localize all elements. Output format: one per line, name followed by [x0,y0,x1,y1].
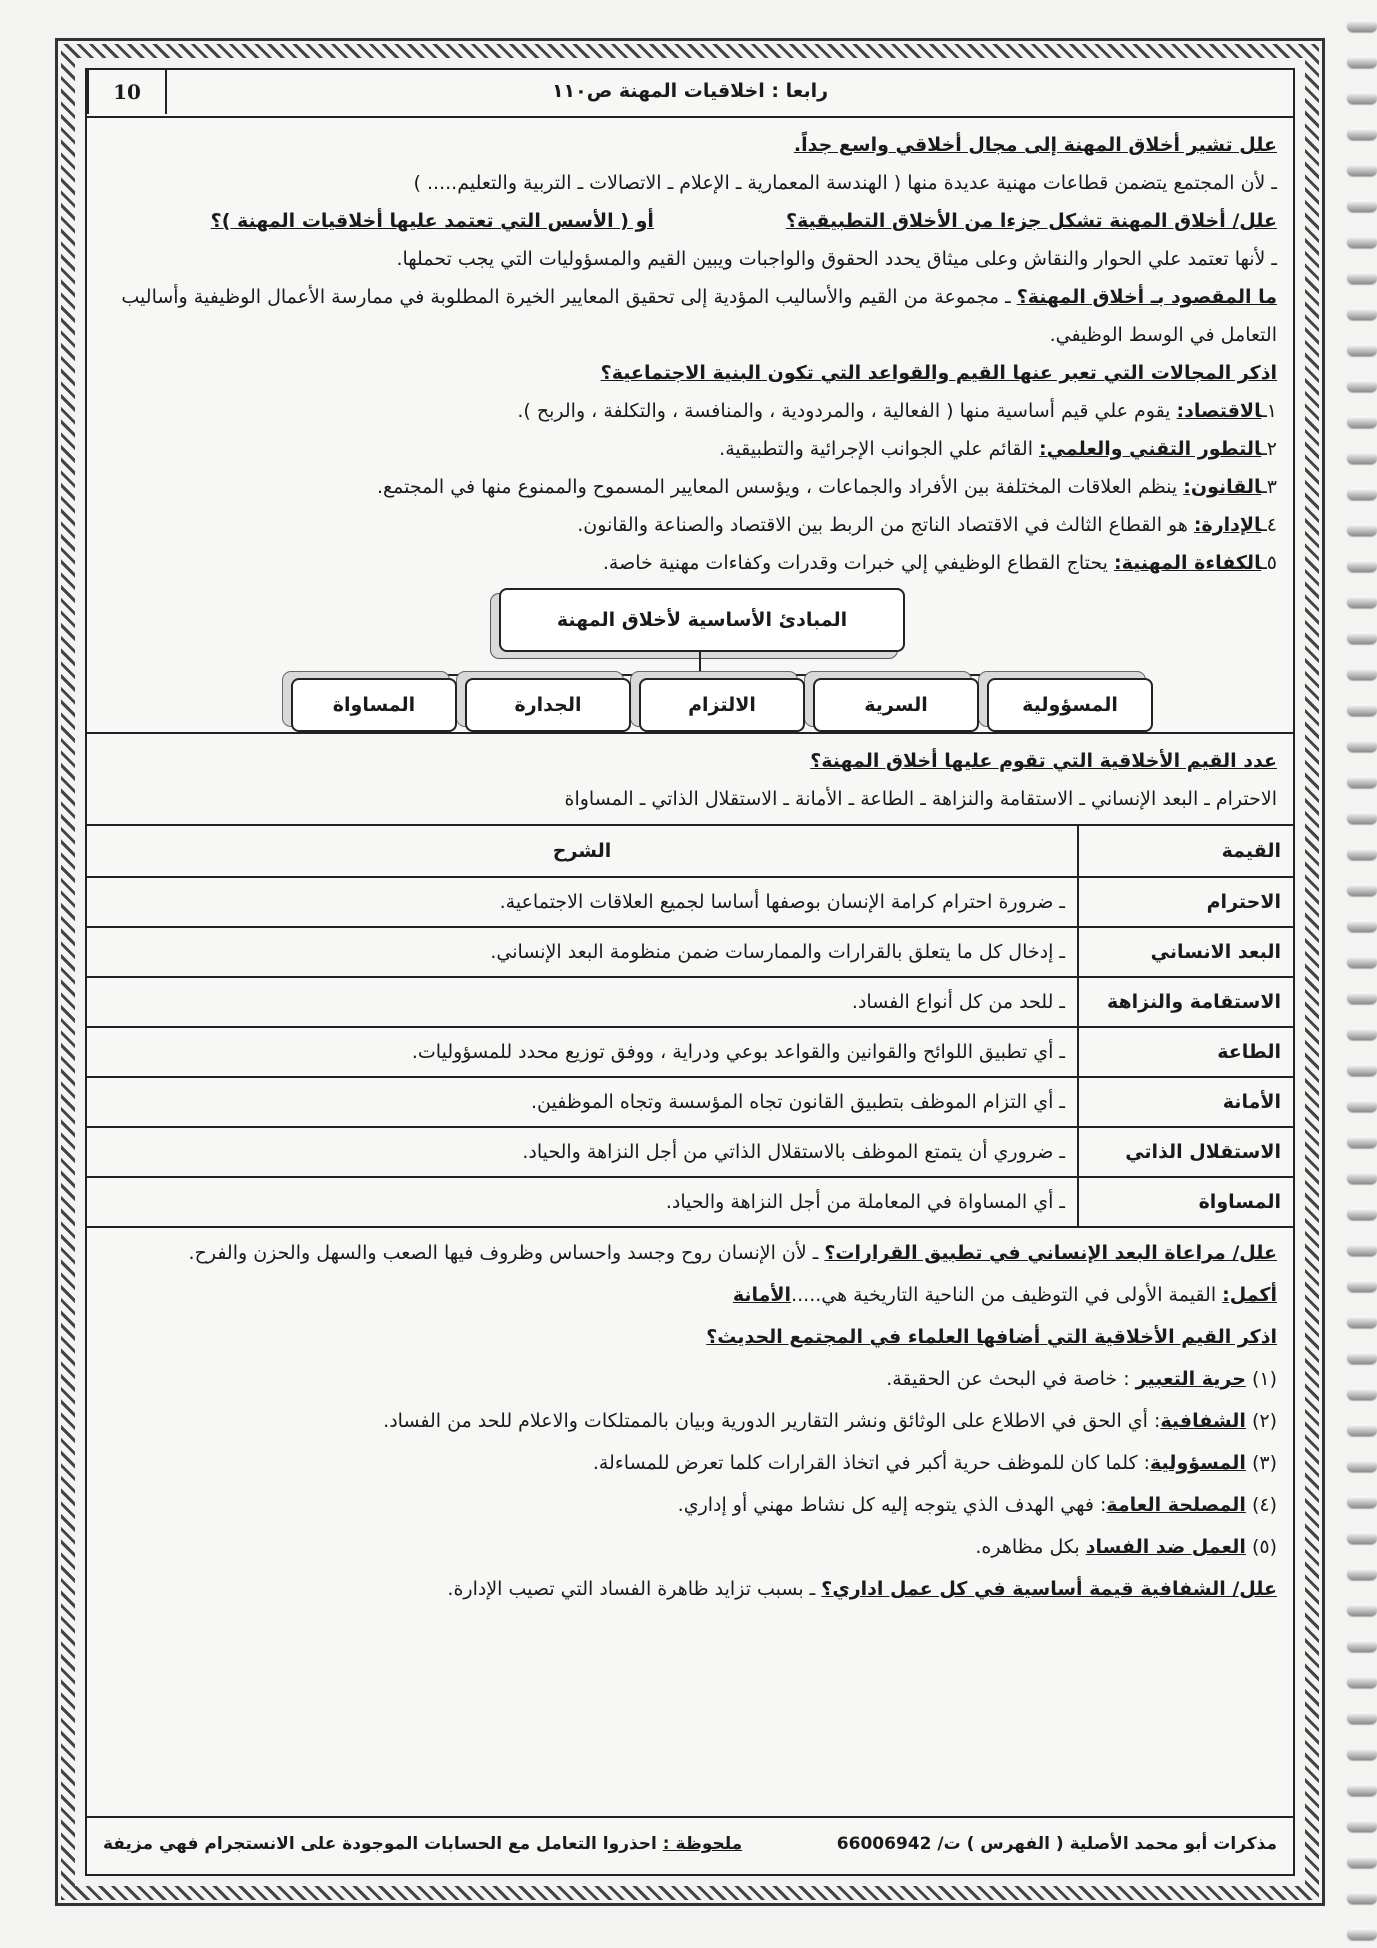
text-span: (١) [1251,1368,1277,1390]
text-span: بكل مظاهره. [975,1536,1086,1558]
diagram-leaf: الالتزام [639,678,805,732]
spiral-ring [1347,272,1377,284]
content-box [85,68,1295,1876]
answer-2: ـ لأنها تعتمد علي الحوار والنقاش وعلى ميثاق يحدد الحقوق والواجبات ويبين القيم والمسؤوليات التي يجب تحملها. [396,248,1277,270]
text-span: القانون: [1183,476,1262,498]
spiral-ring [1347,1856,1377,1868]
spiral-ring [1347,92,1377,104]
text-span: (٢) [1251,1410,1277,1432]
spiral-ring [1347,1208,1377,1220]
text-span: الشفافية [1160,1410,1246,1432]
spiral-ring [1347,1100,1377,1112]
values-question: عدد القيم الأخلاقية التي تقوم عليها أخلاق المهنة؟ [810,750,1277,772]
text-span: (٥) [1251,1536,1277,1558]
text-span: الأمانة [1078,1077,1293,1127]
answer-7: ـ بسبب تزايد ظاهرة الفساد التي تصيب الإدارة. [447,1578,822,1600]
text-span: الاستقامة والنزاهة [1078,977,1293,1027]
text-span: ـ أي التزام الموظف بتطبيق القانون تجاه المؤسسة وتجاه الموظفين. [87,1077,1078,1127]
footer-source: مذكرات أبو محمد الأصلية ( الفهرس ) ت/ 66006942 [836,1834,1277,1854]
diagram-connector [699,650,701,676]
spiral-ring [1347,1280,1377,1292]
list-item [99,1442,1277,1484]
question-2: علل/ أخلاق المهنة تشكل جزءا من الأخلاق التطبيقية؟ [785,210,1277,232]
spiral-ring [1347,740,1377,752]
answer-5: ـ لأن الإنسان روح وجسد واحساس وظروف فيها الصعب والسهل والحزن والفرح. [188,1242,825,1264]
footer-note-text: احذروا التعامل مع الحسابات الموجودة على الانستجرام فهي مزيفة [103,1834,663,1854]
text-span: : كلما كان للموظف حرية أكبر في اتخاذ القرارات كلما تعرض للمساءلة. [592,1452,1151,1474]
spiral-ring [1347,1784,1377,1796]
answer-1: ـ لأن المجتمع يتضمن قطاعات مهنية عديدة منها ( الهندسة المعمارية ـ الإعلام ـ الاتصالات ـ التربية والتعليم..... ) [413,172,1277,194]
spiral-ring [1347,1928,1377,1940]
spiral-ring [1347,488,1377,500]
diagram-leaf: المسؤولية [987,678,1153,732]
text-span: ٥ـ [1261,552,1277,574]
text-span: الاحترام [1078,877,1293,927]
spiral-ring [1347,1640,1377,1652]
text-span: ١ـ [1261,400,1277,422]
spiral-ring [1347,308,1377,320]
spiral-ring [1347,1748,1377,1760]
spiral-ring [1347,596,1377,608]
text-span: : أي الحق في الاطلاع على الوثائق ونشر التقارير الدورية وبيان بالممتلكات والاعلام للحد من الفساد. [383,1410,1161,1432]
spiral-ring [1347,1316,1377,1328]
table-row [87,1127,1293,1177]
section-values [87,732,1293,824]
text-span: البعد الانساني [1078,927,1293,977]
spiral-ring [1347,1820,1377,1832]
list-item [99,430,1277,468]
column-header-value: القيمة [1078,825,1293,877]
question-1: علل تشير أخلاق المهنة إلى مجال أخلاقي واسع جداً. [793,134,1277,156]
spiral-ring [1347,956,1377,968]
table-row [87,977,1293,1027]
table-row [87,1177,1293,1227]
footer-note [103,1834,742,1854]
column-header-explanation: الشرح [87,825,1078,877]
spiral-ring [1347,1496,1377,1508]
spiral-ring [1347,452,1377,464]
table-row [87,877,1293,927]
question-3: ما المقصود بـ أخلاق المهنة؟ [1016,286,1277,308]
spiral-ring [1347,380,1377,392]
complete-answer: الأمانة [732,1284,792,1306]
text-span: ـ إدخال كل ما يتعلق بالقرارات والممارسات ضمن منظومة البعد الإنساني. [87,927,1078,977]
text-span: هو القطاع الثالث في الاقتصاد الناتج من الربط بين الاقتصاد والصناعة والقانون. [577,514,1194,536]
text-span: المساواة [1078,1177,1293,1227]
page-header [87,70,1293,118]
section-definitions [87,118,1293,582]
spiral-ring [1347,848,1377,860]
spiral-ring [1347,1532,1377,1544]
spiral-ring [1347,1460,1377,1472]
question-4: اذكر المجالات التي تعبر عنها القيم والقواعد التي تكون البنية الاجتماعية؟ [600,362,1277,384]
text-span: ـ للحد من كل أنواع الفساد. [87,977,1078,1027]
question-2-alt: أو ( الأسس التي تعتمد عليها أخلاقيات المهنة )؟ [210,210,654,232]
spiral-ring [1347,236,1377,248]
text-span: العمل ضد الفساد [1085,1536,1246,1558]
complete-label: أكمل: [1222,1284,1277,1306]
diagram-leaf: المساواة [291,678,457,732]
page-title: رابعا : اخلاقيات المهنة ص١١٠ [551,80,829,102]
spiral-ring [1347,344,1377,356]
spiral-ring [1347,1064,1377,1076]
table-row [87,1027,1293,1077]
diagram-leaf: الجدارة [465,678,631,732]
text-span: (٤) [1251,1494,1277,1516]
text-span: الاستقلال الذاتي [1078,1127,1293,1177]
complete-text: القيمة الأولى في التوظيف من الناحية التاريخية هي..... [791,1284,1223,1306]
text-span: ـ ضرورة احترام كرامة الإنسان بوصفها أساسا لجميع العلاقات الاجتماعية. [87,877,1078,927]
text-span: يقوم علي قيم أساسية منها ( الفعالية ، والمردودية ، والمنافسة ، والتكلفة ، والربح ). [517,400,1177,422]
spiral-ring [1347,1568,1377,1580]
section-modern-values [87,1228,1293,1610]
text-span: التطور التقني والعلمي: [1039,438,1262,460]
page-number: 10 [87,70,167,114]
table-row [87,927,1293,977]
spiral-ring [1347,920,1377,932]
spiral-ring [1347,668,1377,680]
text-span: الكفاءة المهنية: [1113,552,1262,574]
spiral-ring [1347,128,1377,140]
spiral-ring [1347,1172,1377,1184]
text-span: المصلحة العامة [1106,1494,1246,1516]
spiral-ring [1347,560,1377,572]
spiral-ring [1347,1136,1377,1148]
diagram-connector [427,674,1127,676]
diagram-root: المبادئ الأساسية لأخلاق المهنة [499,588,905,652]
spiral-ring [1347,884,1377,896]
diagram-leaf: السرية [813,678,979,732]
text-span: ـ أي تطبيق اللوائح والقوانين والقواعد بوعي ودراية ، ووفق توزيع محدد للمسؤوليات. [87,1027,1078,1077]
answer-3: ـ مجموعة من القيم والأساليب المؤدية إلى تحقيق المعايير الخيرة المطلوبة في ممارسة الأعمال الوظيفية وأساليب التعامل في الوسط الوظيفي. [121,286,1277,346]
text-span: ٤ـ [1261,514,1277,536]
spiral-ring [1347,56,1377,68]
question-7: علل/ الشفافية قيمة أساسية في كل عمل اداري؟ [821,1578,1277,1600]
text-span: : فهي الهدف الذي يتوجه إليه كل نشاط مهني أو إداري. [677,1494,1107,1516]
values-table [87,824,1293,1228]
spiral-ring [1347,632,1377,644]
text-span: حرية التعبير [1135,1368,1246,1390]
text-span: الاقتصاد: [1176,400,1262,422]
spiral-ring [1347,20,1377,32]
spiral-ring [1347,1892,1377,1904]
text-span: ٢ـ [1261,438,1277,460]
text-span: ـ أي المساواة في المعاملة من أجل النزاهة والحياد. [87,1177,1078,1227]
page-frame [55,38,1325,1906]
list-item [99,1400,1277,1442]
spiral-ring [1347,1388,1377,1400]
list-item [99,468,1277,506]
text-span: ٣ـ [1261,476,1277,498]
question-5: علل/ مراعاة البعد الإنساني في تطبيق القرارات؟ [824,1242,1277,1264]
list-item [99,1526,1277,1568]
spiral-ring [1347,1712,1377,1724]
spiral-ring [1347,1028,1377,1040]
spiral-ring [1347,776,1377,788]
text-span: المسؤولية [1150,1452,1246,1474]
text-span: الإدارة: [1193,514,1262,536]
list-item [99,544,1277,582]
list-item [99,1484,1277,1526]
text-span: (٣) [1251,1452,1277,1474]
text-span: الطاعة [1078,1027,1293,1077]
values-answer: الاحترام ـ البعد الإنساني ـ الاستقامة والنزاهة ـ الطاعة ـ الأمانة ـ الاستقلال الذاتي ـ المساواة [564,788,1277,810]
spiral-ring [1347,1352,1377,1364]
page-footer [87,1816,1293,1874]
text-span: ينظم العلاقات المختلفة بين الأفراد والجماعات ، ويؤسس المعايير المسموح والممنوع منها في المجتمع. [376,476,1184,498]
spiral-ring [1347,416,1377,428]
text-span: يحتاج القطاع الوظيفي إلي خبرات وقدرات وكفاءات مهنية خاصة. [602,552,1114,574]
spiral-ring [1347,164,1377,176]
spiral-ring [1347,1424,1377,1436]
spiral-ring [1347,1604,1377,1616]
spiral-ring [1347,704,1377,716]
table-header-row [87,825,1293,877]
principles-diagram [87,582,1293,732]
text-span: القائم علي الجوانب الإجرائية والتطبيقية. [719,438,1040,460]
list-item [99,506,1277,544]
list-item [99,1358,1277,1400]
table-row [87,1077,1293,1127]
spiral-ring [1347,812,1377,824]
spiral-ring [1347,524,1377,536]
spiral-ring [1347,200,1377,212]
spiral-ring [1347,1244,1377,1256]
question-6: اذكر القيم الأخلاقية التي أضافها العلماء في المجتمع الحديث؟ [706,1326,1277,1348]
footer-note-label: ملحوظة : [662,1834,743,1854]
spiral-ring [1347,1676,1377,1688]
text-span: : خاصة في البحث عن الحقيقة. [886,1368,1136,1390]
list-item [99,392,1277,430]
text-span: ـ ضروري أن يتمتع الموظف بالاستقلال الذاتي من أجل النزاهة والحياد. [87,1127,1078,1177]
spiral-ring [1347,992,1377,1004]
binding-spiral [1343,0,1377,1948]
